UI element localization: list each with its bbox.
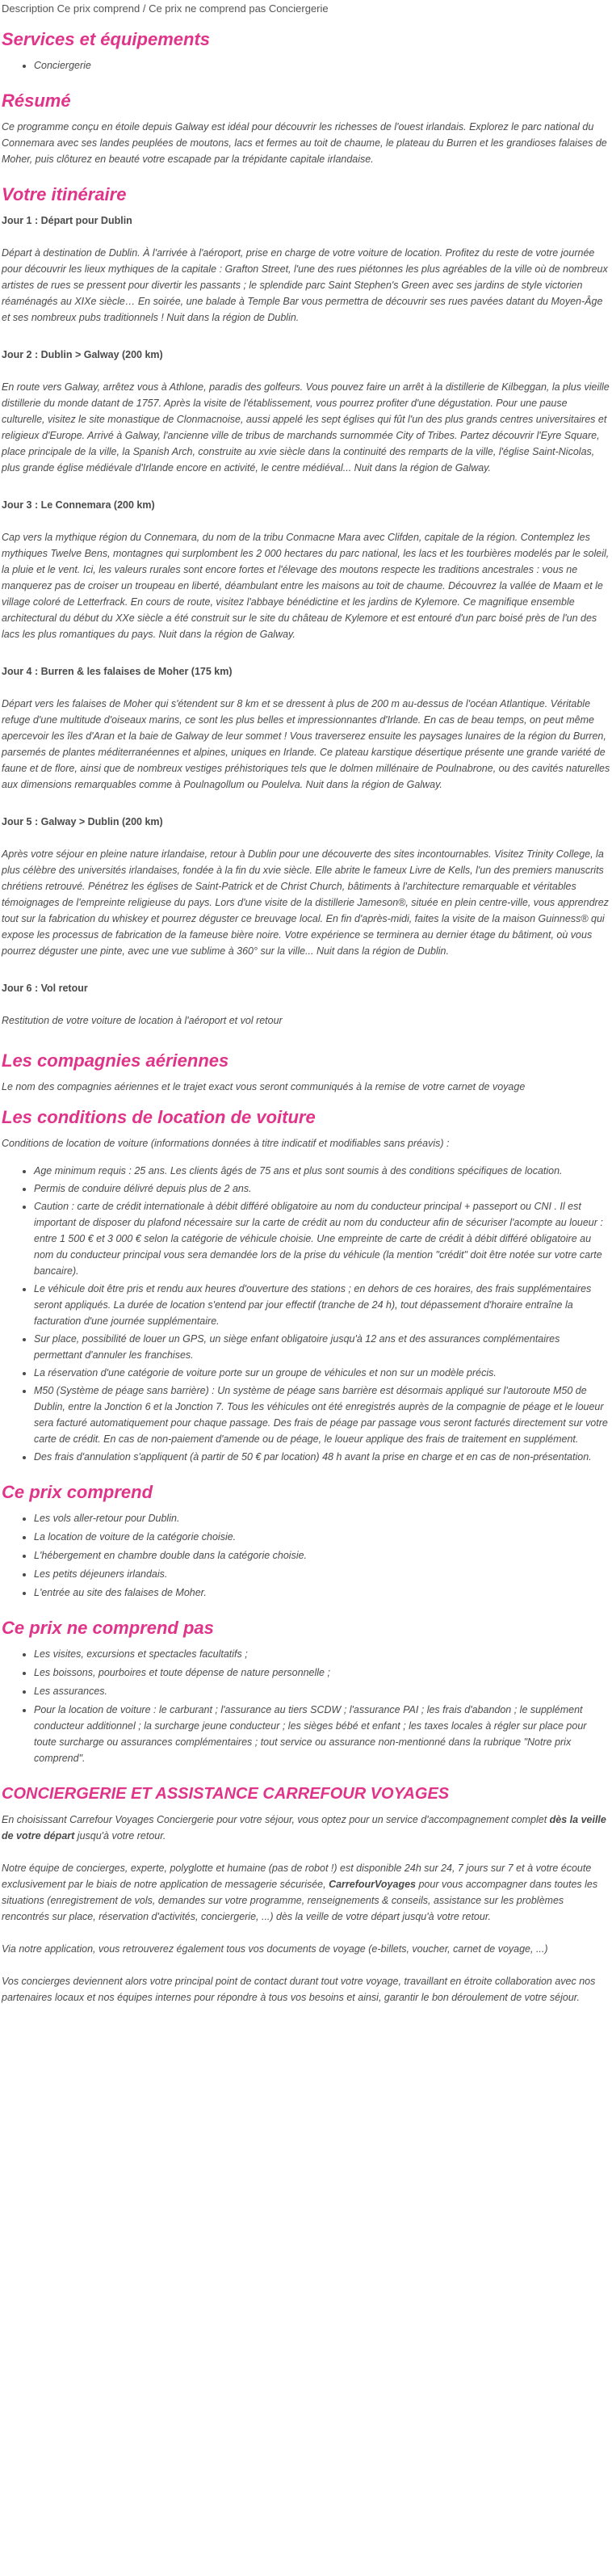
list-item: • Sur place, possibilité de louer un GPS, un siège enfant obligatoire jusqu'à 12 ans et des assurances complémentaires permettant d'annuler les franchises. <box>34 1331 610 1363</box>
list-item: • L'hébergement en chambre double dans la catégorie choisie. <box>34 1547 610 1564</box>
resume-text: Ce programme conçu en étoile depuis Galway est idéal pour découvrir les richesses de l'ouest irlandais. Explorez le parc national du Connemara avec ses landes peuplées de moutons, lacs et fermes au toit de chaume, le plateau du Burren et les grandioses falaises de Moher, puis clôturez en beauté votre escapade par la trépidante capitale irlandaise. <box>2 121 607 165</box>
included-list <box>2 1510 610 1601</box>
day-heading: Jour 5 : Galway > Dublin (200 km) <box>2 816 163 827</box>
day-heading: Jour 2 : Dublin > Galway (200 km) <box>2 349 163 360</box>
list-item: • Le véhicule doit être pris et rendu aux heures d'ouverture des stations ; en dehors de ces horaires, des frais supplémentaires seront appliqués. La durée de location s'entend par jour effectif (tranche de 24 h), tout dépassement d'horaire entraîne la facturation d'une journée supplémentaire. <box>34 1281 610 1329</box>
day-text: Départ vers les falaises de Moher qui s'étendent sur 8 km et se dressent à plus de 200 m au-dessus de l'océan Atlantique. Véritable refuge d'une multitude d'oiseaux marins, ce sont les plus belles et impressionnantes d'Irlande. En cas de beau temps, on peut même apercevoir les îles d'Aran et la baie de Galway de leur sommet ! Vous traverserez ensuite les paysages lunaires de la région du Burren, parsemés de plantes méditerranéennes et alpines, uniques en Irlande. Ce plateau karstique désertique présente une grande variété de faune et de flore, ainsi que de nombreux vestiges préhistoriques tels que le dolmen millénaire de Poulnabrone, ou des cavités naturelles aux dimensions remarquables comme à Poulnagollum ou Poulelva. Nuit dans la région de Galway. <box>2 698 610 790</box>
list-item: • M50 (Système de péage sans barrière) : Un système de péage sans barrière est désormais appliqué sur l'autoroute M50 de Dublin, entre la Jonction 6 et la Jonction 7. Tous les véhicules ont été enregistrés auprès de la compagnie de péage et le loueur sera facturé automatiquement pour chaque passage. Des frais de péage par passage vous seront facturés directement sur votre carte de crédit. En cas de non-paiement d'amende ou de péage, le loueur applique des frais de traitement en supplément. <box>34 1383 610 1447</box>
concierge-title: CONCIERGERIE ET ASSISTANCE CARREFOUR VOYAGES <box>2 1785 450 1803</box>
text-segment: pour vous accompagner dans toutes les situations (enregistrement de vols, demandes sur votre programme, renseignements & conseils, assistance sur les problèmes rencontrés sur place, réservation d'activités, conciergerie, ...) dès la veille de votre départ jusqu'à votre retour. <box>2 1879 598 1922</box>
text-segment: En choisissant Carrefour Voyages Conciergerie pour votre séjour, vous optez pour un service d'accompagnement complet <box>2 1814 550 1825</box>
list-item: • Les vols aller-retour pour Dublin. <box>34 1510 610 1526</box>
excluded-list <box>2 1646 610 1766</box>
list-item: • Les assurances. <box>34 1683 610 1699</box>
list-item: • Conciergerie <box>34 57 610 74</box>
rental-intro: Conditions de location de voiture (informations données à titre indicatif et modifiables sans préavis) : <box>2 1138 450 1149</box>
airlines-title: Les compagnies aériennes <box>2 1050 229 1071</box>
list-item: • La location de voiture de la catégorie choisie. <box>34 1529 610 1545</box>
rental-title: Les conditions de location de voiture <box>2 1107 316 1127</box>
list-item: • La réservation d'une catégorie de voiture porte sur un groupe de véhicules et non sur un modèle précis. <box>34 1365 610 1381</box>
list-item: • Permis de conduire délivré depuis plus de 2 ans. <box>34 1181 610 1197</box>
list-item: • Des frais d'annulation s'appliquent (à partir de 50 € par location) 48 h avant la prise en charge et en cas de non-présentation. <box>34 1449 610 1465</box>
concierge-paragraph-3: Via notre application, vous retrouverez également tous vos documents de voyage (e-billets, voucher, carnet de voyage, ...) <box>2 1943 548 1955</box>
tabs-bar[interactable]: Description Ce prix comprend / Ce prix ne comprend pas Conciergerie <box>2 2 329 15</box>
services-title: Services et équipements <box>2 29 211 49</box>
list-item: • Les boissons, pourboires et toute dépense de nature personnelle ; <box>34 1665 610 1681</box>
day-heading: Jour 4 : Burren & les falaises de Moher (175 km) <box>2 666 233 677</box>
day-text: Cap vers la mythique région du Connemara, du nom de la tribu Conmacne Mara avec Clifden, capitale de la région. Contemplez les mythiques Twelve Bens, montagnes qui surplombent les 2 000 hectares du parc national, les lacs et les tourbières modelés par le soleil, la pluie et le vent. Ici, les valeurs rurales sont encore fortes et l'élevage des moutons respecte les traditions ancestrales : vous ne manquerez pas de croiser un troupeau en liberté, déambulant entre les maisons au toit de chaume. Découvrez la vallée de Maam et le village coloré de Letterfrack. En cours de route, visitez l'abbaye bénédictine et les jardins de Kylemore. Ce magnifique ensemble architectural du début du XXe siècle a été construit sur le site du château de Kylemore et est entouré d'un parc boisé près de l'un des lacs les plus romantiques du pays. Nuit dans la région de Galway. <box>2 532 610 640</box>
emphasis: CarrefourVoyages <box>329 1879 416 1890</box>
day-3 <box>2 497 610 642</box>
airlines-text: Le nom des compagnies aériennes et le trajet exact vous seront communiqués à la remise de votre carnet de voyage <box>2 1081 526 1092</box>
text-segment: jusqu'à votre retour. <box>74 1830 166 1842</box>
day-heading: Jour 1 : Départ pour Dublin <box>2 215 132 226</box>
day-2 <box>2 347 610 476</box>
concierge-paragraph-2 <box>2 1860 610 1925</box>
concierge-paragraph-4: Vos concierges deviennent alors votre principal point de contact durant tout votre voyage, travaillant en étroite collaboration avec nos partenaires locaux et nos équipes internes pour répondre à tous vos besoins et ainsi, garantir le bon déroulement de votre séjour. <box>2 1976 596 2003</box>
day-text: Départ à destination de Dublin. À l'arrivée à l'aéroport, prise en charge de votre voiture de location. Profitez du reste de votre journée pour découvrir les lieux mythiques de la capitale : Grafton Street, l'une des rues piétonnes les plus agréables de la ville où de nombreux artistes de rues se pressent pour divertir les passants ; le splendide parc Saint Stephen's Green avec ses jardins de style victorien réaménagés au XIXe siècle… En soirée, une balade à Temple Bar vous permettra de découvrir ses rues pavées datant du Moyen-Âge et ses nombreux pubs traditionnels ! Nuit dans la région de Dublin. <box>2 247 608 323</box>
included-title: Ce prix comprend <box>2 1482 153 1502</box>
resume-title: Résumé <box>2 90 71 111</box>
list-item: • Caution : carte de crédit internationale à débit différé obligatoire au nom du conducteur principal + passeport ou CNI . Il est important de disposer du plafond nécessaire sur la carte de crédit au nom du conducteur afin de sécuriser l'acompte au loueur : entre 1 500 € et 3 000 € selon la catégorie de véhicule choisie. Une empreinte de carte de crédit à débit différé obligatoire au nom du conducteur principal vous sera demandée lors de la prise du véhicule (la mention "crédit" doit être notée sur votre carte bancaire). <box>34 1198 610 1279</box>
day-5 <box>2 814 610 959</box>
list-item: • Pour la location de voiture : le carburant ; l'assurance au tiers SCDW ; l'assurance PAI ; les frais d'abandon ; le supplément conducteur additionnel ; la surcharge jeune conducteur ; les sièges bébé et enfant ; les taxes locales à régler sur place pour toute surcharge ou assurances complémentaires ; tout service ou assurance non-mentionné dans la rubrique "Notre prix comprend". <box>34 1702 610 1766</box>
rental-conditions-list <box>2 1163 610 1465</box>
day-1 <box>2 213 610 326</box>
day-text: Restitution de votre voiture de location à l'aéroport et vol retour <box>2 1015 283 1026</box>
list-item: • L'entrée au site des falaises de Moher. <box>34 1585 610 1601</box>
day-text: En route vers Galway, arrêtez vous à Athlone, paradis des golfeurs. Vous pouvez faire un arrêt à la distillerie de Kilbeggan, la plus vieille distillerie du monde datant de 1757. Après la visite de l'établissement, vous pourrez profiter d'une dégustation. Pour une pause culturelle, visitez le site monastique de Clonmacnoise, aussi appelé les sept églises qui fût l'un des plus grands centres universitaires et religieux d'Europe. Arrivé à Galway, l'ancienne ville de tribus de marchands surnommée City of Tribes. Partez découvrir l'Eyre Square, place principale de la ville, la Spanish Arch, construite au xvie siècle dans la continuité des remparts de la ville, l'église Saint-Nicolas, plus grande église médiévale d'Irlande encore en activité, le centre médiéval... Nuit dans la région de Galway. <box>2 381 610 474</box>
day-heading: Jour 6 : Vol retour <box>2 983 88 994</box>
day-4 <box>2 663 610 793</box>
services-list <box>2 57 610 74</box>
list-item: • Age minimum requis : 25 ans. Les clients âgés de 75 ans et plus sont soumis à des conditions spécifiques de location. <box>34 1163 610 1179</box>
excluded-title: Ce prix ne comprend pas <box>2 1618 214 1638</box>
emphasis: dès la veille de votre départ <box>2 1814 606 1842</box>
itinerary-title: Votre itinéraire <box>2 184 127 204</box>
day-text: Après votre séjour en pleine nature irlandaise, retour à Dublin pour une découverte des sites incontournables. Visitez Trinity College, la plus célèbre des universités irlandaises, fondée à la fin du xvie siècle. Elle abrite le fameux Livre de Kells, l'un des premiers manuscrits chrétiens retrouvé. Pénétrez les églises de Saint-Patrick et de Christ Church, bâtiments à l'architecture remarquable et véritables témoignages de l'empreinte religieuse du pays. Lors d'une visite de la distillerie Jameson®, située en plein centre-ville, vous apprendrez tout sur la fabrication du whiskey et pourrez déguster ce breuvage local. En fin d'après-midi, faites la visite de la maison Guinness® qui expose les processus de fabrication de la fameuse bière noire. Votre expérience se terminera au dernier étage du bâtiment, où vous pourrez déguster une pinte, avec une vue sublime à 360° sur la ville... Nuit dans la région de Dublin. <box>2 848 609 957</box>
list-item: • Les petits déjeuners irlandais. <box>34 1566 610 1582</box>
list-item: • Les visites, excursions et spectacles facultatifs ; <box>34 1646 610 1662</box>
day-heading: Jour 3 : Le Connemara (200 km) <box>2 499 155 511</box>
concierge-paragraph-1 <box>2 1812 610 1844</box>
text-segment: Notre équipe de concierges, experte, polyglotte et humaine (pas de robot !) est disponible 24h sur 24, 7 jours sur 7 et à votre écoute exclusivement par le biais de notre application de messagerie sécurisée, <box>2 1863 592 1890</box>
day-6 <box>2 980 610 1029</box>
